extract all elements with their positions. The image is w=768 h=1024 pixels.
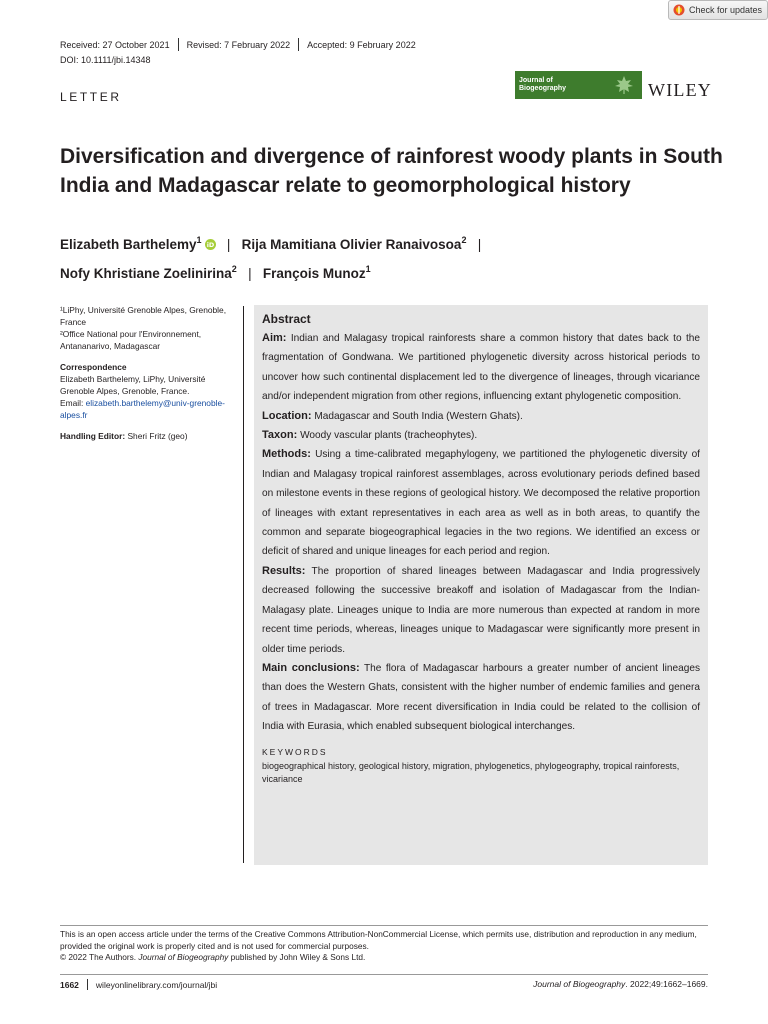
handling-editor-name: Sheri Fritz (geo) <box>127 431 188 441</box>
license-footnote <box>60 929 708 964</box>
crossmark-icon <box>673 4 685 16</box>
affiliation-marker: 2 <box>461 235 467 245</box>
affiliation: ²Office National pour l'Environnement, Antananarivo, Madagascar <box>60 329 202 351</box>
footnote-divider <box>60 925 708 926</box>
methods-label: Methods: <box>262 448 311 461</box>
author-list <box>60 228 740 286</box>
leaf-icon <box>614 75 634 95</box>
revised-date: Revised: 7 February 2022 <box>186 39 291 50</box>
conclusions-text: The flora of Madagascar harbours a greater number of ancient lineages than does the Western Ghats, consistent with the higher number of endemic families and genera of trees in Madagascar. More recent diversification in India could be related to the collision of India with Eurasia, which enabled subsequent biological interchanges. <box>262 662 700 733</box>
accepted-date: Accepted: 9 February 2022 <box>307 39 416 50</box>
author-name[interactable]: Rija Mamitiana Olivier Ranaivosoa <box>241 237 462 252</box>
received-date: Received: 27 October 2021 <box>60 39 170 50</box>
article-dates <box>60 38 424 51</box>
side-info <box>60 304 230 442</box>
citation <box>533 979 708 990</box>
journal-url[interactable]: wileyonlinelibrary.com/journal/jbi <box>95 979 218 990</box>
author-separator: | <box>240 266 260 281</box>
citation-details: . 2022;49:1662–1669. <box>625 979 708 989</box>
footer-divider <box>60 974 708 975</box>
keywords-text: biogeographical history, geological history, migration, phylogenetics, phylogeography, tropical rainforests, vicariance <box>262 760 680 784</box>
abstract-results <box>262 562 700 659</box>
doi: DOI: 10.1111/jbi.14348 <box>60 55 151 65</box>
divider <box>87 979 88 990</box>
svg-text:iD: iD <box>206 240 214 249</box>
taxon-label: Taxon: <box>262 429 298 442</box>
affiliation: ¹LiPhy, Université Grenoble Alpes, Grenoble, France <box>60 305 227 327</box>
copyright-text: © 2022 The Authors. Journal of Biogeography published by John Wiley & Sons Ltd. <box>60 952 366 962</box>
conclusions-label: Main conclusions: <box>262 661 360 674</box>
author-name[interactable]: Elizabeth Barthelemy <box>60 237 197 252</box>
handling-editor-label: Handling Editor: <box>60 431 126 441</box>
abstract-aim <box>262 329 700 407</box>
results-label: Results: <box>262 564 306 577</box>
aim-text: Indian and Malagasy tropical rainforests share a common history that dates back to the fragmentation of Gondwana. We partitioned phylogenetic diversity across historical periods to uncover how such continental displacement led to the divergence of lineages, through vicariance and/or independent migration from other regions, influencing extant phylogenetic composition. <box>262 333 700 403</box>
aim-label: Aim: <box>262 332 287 344</box>
page-number: 1662 <box>60 979 79 990</box>
column-divider <box>243 306 244 863</box>
author-separator: | <box>219 237 238 252</box>
correspondence-heading: Correspondence <box>60 362 127 372</box>
check-for-updates-label: Check for updates <box>689 5 763 15</box>
abstract-taxon <box>262 426 700 445</box>
abstract-location <box>262 407 700 426</box>
email-label: Email: <box>60 398 86 408</box>
abstract-heading: Abstract <box>262 312 311 326</box>
article-type: LETTER <box>60 90 122 104</box>
abstract-box <box>254 305 708 865</box>
publisher-logo: WILEY <box>648 80 712 100</box>
affiliation-marker: 2 <box>231 264 237 274</box>
location-label: Location: <box>262 409 312 422</box>
email-link[interactable]: elizabeth.barthelemy@univ-grenoble-alpes.fr <box>60 398 225 420</box>
keywords-heading: KEYWORDS <box>262 746 328 757</box>
taxon-text: Woody vascular plants (tracheophytes). <box>300 430 478 442</box>
correspondence-text: Elizabeth Barthelemy, LiPhy, Université Grenoble Alpes, Grenoble, France. <box>60 374 206 396</box>
page-footer <box>60 979 708 990</box>
methods-text: Using a time-calibrated megaphylogeny, we partitioned the phylogenetic diversity of Indian and Malagasy tropical rainforest assemblages, across evolutionary periods defined based on milestone events in these regions of geological history. We decomposed the relative proportion of lineages with extant representatives in each area as well as in both areas, to quantify the common and separate biogeographical legacies in the two regions. We identified an excess or deficit of shared and unique lineages for each period and region. <box>262 449 700 558</box>
journal-logo-text: Journal of Biogeography <box>519 77 567 92</box>
journal-logo <box>515 71 642 99</box>
orcid-icon[interactable] <box>205 239 216 250</box>
location-text: Madagascar and South India (Western Ghats). <box>314 410 523 422</box>
affiliation-marker: 1 <box>365 264 371 274</box>
results-text: The proportion of shared lineages between Madagascar and India progressively decreased following the successive breakoff and isolation of Madagascar from the Indian-Malagasy plate. Lineages unique to India are more numerous than expected at random in more recent time periods, whereas, lineages unique to Madagascar were significantly more present in older time periods. <box>262 565 700 655</box>
abstract-methods <box>262 445 700 561</box>
check-for-updates-button[interactable] <box>668 0 768 20</box>
author-separator: | <box>470 237 482 252</box>
affiliation-marker: 1 <box>196 235 202 245</box>
author-name[interactable]: Nofy Khristiane Zoelinirina <box>60 266 232 281</box>
abstract-conclusions <box>262 659 700 737</box>
license-text: This is an open access article under the terms of the Creative Commons Attribution-NonCommercial License, which permits use, distribution and reproduction in any medium, provided the original work is properly cited and is not used for commercial purposes. <box>60 929 697 951</box>
author-name[interactable]: François Munoz <box>262 266 366 281</box>
citation-journal: Journal of Biogeography <box>533 979 626 989</box>
article-title: Diversification and divergence of rainforest woody plants in South India and Madagascar relate to geomorphological history <box>60 145 723 197</box>
